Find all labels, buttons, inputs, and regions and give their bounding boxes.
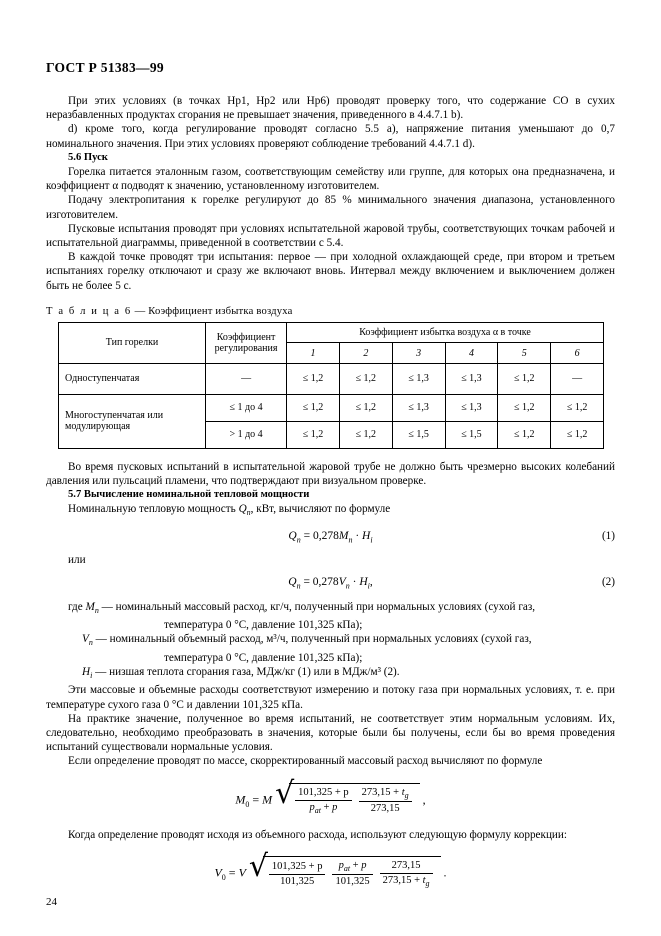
- fraction-numerator: 101,325 + p: [269, 861, 326, 875]
- table-cell-control-coefficient: > 1 до 4: [206, 421, 287, 448]
- formula-volume-radical: [248, 849, 441, 891]
- table-6-caption: [46, 306, 615, 317]
- paragraph-no-pressure-fluctuation: Во время пусковых испытаний в испытательной жаровой трубе не должно быть чрезмерно высоких колебаний давления или пульсаций пламени, что подтверждают при визуальном проверке.: [46, 460, 615, 488]
- page-number: 24: [46, 896, 57, 908]
- paragraph-item-d: d) кроме того, когда регулирование проводят согласно 5.5 a), напряжение питания уменьшают до 0,7 номинального значения. При этих условиях проверяют соблюдение требований 4.4.7.1 d).: [46, 123, 615, 150]
- fraction-denominator: $273,15 + t_g$: [382, 875, 430, 889]
- heading-5-6-start: 5.6 Пуск: [68, 151, 108, 163]
- symbol-H: H: [82, 665, 91, 678]
- table-cell-value: ≤ 1,3: [445, 394, 498, 421]
- definition-Mn-text: — номинальный массовый расход, кг/ч, полученный при нормальных условиях (сухой газ,: [98, 600, 536, 613]
- table-cell-value: ≤ 1,2: [551, 421, 604, 448]
- table-cell-value: ≤ 1,2: [498, 363, 551, 394]
- paragraph-nominal-heat-output-intro: [46, 502, 615, 520]
- table-header-point-6: 6: [551, 343, 604, 364]
- definition-intro-word: где: [68, 600, 86, 613]
- formula-2-number: (2): [601, 576, 615, 589]
- definition-Mn: [46, 600, 615, 618]
- table-row: [59, 363, 604, 394]
- symbol-V: V: [82, 633, 89, 646]
- formula-2: [46, 576, 615, 590]
- paragraph-conditions-check: При этих условиях (в точках Нр1, Нр2 или Нр6) проводят проверку того, что содержание СО в сухих неразбавленных продуктах сгорания не превышает значения, приведенного в 4.4.7.1 b).: [46, 95, 615, 122]
- formula-1-number: (1): [601, 529, 615, 542]
- paragraph-burner-reference-gas: [46, 165, 615, 193]
- heading-5-7-nominal-heat-output: 5.7 Вычисление номинальной тепловой мощности: [68, 489, 310, 501]
- fraction-denominator: $p_{аt} + p$: [309, 801, 338, 815]
- table-6-caption-label: Т а б л и ц а 6: [46, 305, 132, 317]
- table-cell-value: ≤ 1,5: [445, 421, 498, 448]
- table-header-point-1: 1: [287, 343, 340, 364]
- fraction-temperature-ratio: [380, 860, 433, 888]
- formula-volume-radicand: [263, 856, 441, 891]
- table-cell-value: ≤ 1,2: [287, 421, 340, 448]
- fraction-numerator: $273,15 + t_g$: [359, 787, 412, 802]
- symbol-H-subscript: i: [90, 671, 93, 681]
- symbol-M-subscript: n: [94, 605, 99, 615]
- paragraph-mass-correction-intro: Если определение проводят по массе, скорректированный массовый расход вычисляют по формуле: [68, 755, 543, 768]
- definition-Vn: [46, 632, 615, 650]
- paragraph-practice-conversion: На практике значение, полученное во время испытаний, не соответствует этим нормальным условиям. Их, следовательно, необходимо преобразовать в значения, которые были бы получены, если бы во время проведения испытаний существовали нормальные условия.: [46, 712, 615, 754]
- definition-Mn-continued: температура 0 °С, давление 101,325 кПа);: [164, 619, 363, 632]
- definition-Vn-continued: температура 0 °С, давление 101,325 кПа);: [164, 651, 363, 664]
- table-cell-value: ≤ 1,2: [339, 394, 392, 421]
- paragraph-volume-correction-intro: Когда определение проводят исходя из объемного расхода, используют следующую формулу коррекции:: [68, 828, 568, 841]
- formula-mass-lhs-sub: 0: [245, 799, 250, 809]
- table-header-point-2: 2: [339, 343, 392, 364]
- formula-1: [46, 530, 615, 544]
- formula-volume-eq: = V: [228, 865, 246, 880]
- table-cell-burner-type: Многоступенчатая или модулирующая: [59, 394, 206, 448]
- symbol-Q: Q: [238, 503, 247, 516]
- table-cell-burner-type: Одноступенчатая: [59, 363, 206, 394]
- fraction-denominator: 101,325: [335, 876, 370, 888]
- table-cell-value: ≤ 1,3: [392, 394, 445, 421]
- fraction-denominator: 101,325: [280, 875, 315, 887]
- table-cell-value: ≤ 1,3: [392, 363, 445, 394]
- paragraph-burner-reference-gas-text: Горелка питается эталонным газом, соответствующим семейству или группе, для которых она предназначена, и коэффициент α подводят к значению, установленному изготовителем.: [46, 166, 615, 193]
- paragraph-intro-suffix: , кВт, вычисляют по формуле: [250, 503, 391, 516]
- formula-volume-correction: [46, 849, 615, 891]
- definition-Hi-text: — низшая теплота сгорания газа, МДж/кг (1) или в МДж/м³ (2).: [92, 665, 400, 678]
- formula-mass-lhs: M: [235, 792, 246, 807]
- fraction-numerator: $p_{аt} + p$: [332, 860, 372, 875]
- table-6-caption-title: — Коэффициент избытка воздуха: [131, 305, 293, 317]
- symbol-V-subscript: n: [88, 638, 93, 648]
- paragraph-or: или: [68, 554, 86, 567]
- formula-2-expression: $Q_n = 0,278V_n \cdot H_i$,: [288, 576, 373, 591]
- table-cell-value: ≤ 1,2: [287, 394, 340, 421]
- fraction-pressure-ratio: [295, 787, 352, 815]
- formula-mass-eq: = M: [252, 792, 273, 807]
- formula-volume-lhs: V: [214, 865, 222, 880]
- table-cell-value: ≤ 1,2: [287, 363, 340, 394]
- table-cell-value: ≤ 1,2: [551, 394, 604, 421]
- table-cell-value: ≤ 1,5: [392, 421, 445, 448]
- fraction-pressure-ratio-1: [269, 861, 326, 888]
- symbol-Q-subscript: n: [246, 508, 251, 518]
- table-cell-value: ≤ 1,2: [498, 394, 551, 421]
- table-row: [59, 394, 604, 421]
- formula-volume-lhs-sub: 0: [221, 872, 226, 882]
- table-cell-value: ≤ 1,3: [445, 363, 498, 394]
- formula-mass-radicand: [289, 783, 420, 818]
- formula-1-expression: $Q_n = 0,278M_n \cdot H_i$: [288, 529, 373, 545]
- table-cell-value: ≤ 1,2: [339, 363, 392, 394]
- formula-mass-tail: ,: [422, 792, 426, 807]
- paragraph-intro-prefix: Номинальную тепловую мощность: [68, 503, 239, 516]
- table-header-point-3: 3: [392, 343, 445, 364]
- fraction-numerator: 273,15: [380, 860, 433, 874]
- paragraph-three-tests: В каждой точке проводят три испытания: первое — при холодной охлаждающей среде, при втором и третьем испытаниях горелку отключают и сразу же включают вновь. Интервал между включением и выключением должен быть не более 5 с.: [46, 251, 615, 292]
- definition-Vn-text: — номинальный объемный расход, м³/ч, полученный при нормальных условиях (сухой газ,: [92, 633, 532, 646]
- fraction-temperature-ratio: [359, 787, 412, 815]
- document-standard-header: ГОСТ Р 51383—99: [46, 60, 164, 75]
- paragraph-start-tests: Пусковые испытания проводят при условиях испытательной жаровой трубы, соответствующих точкам рабочей и испытательной диаграммы, приведенной в соответствии с 5.4.: [46, 222, 615, 250]
- table-cell-value: —: [551, 363, 604, 394]
- radical-sign-icon: √: [248, 849, 269, 885]
- definition-Hi: [46, 665, 615, 683]
- symbol-M: M: [85, 600, 95, 613]
- table-cell-control-coefficient: —: [206, 363, 287, 394]
- table-header-control-coefficient: Коэффициент регулирования: [206, 322, 287, 363]
- fraction-denominator: 273,15: [370, 802, 400, 814]
- table-cell-value: ≤ 1,2: [498, 421, 551, 448]
- table-cell-control-coefficient: ≤ 1 до 4: [206, 394, 287, 421]
- formula-variable-definitions: [46, 600, 615, 684]
- radical-sign-icon: √: [275, 775, 295, 811]
- table-header-point-4: 4: [445, 343, 498, 364]
- formula-volume-tail: .: [443, 865, 447, 880]
- formula-mass-radical: [275, 775, 420, 818]
- table-excess-air-coefficient: [58, 322, 604, 449]
- paragraph-normal-conditions: Эти массовые и объемные расходы соответствуют измерению и потоку газа при нормальных условиях, т. е. при температуре сухого газа 0 °С и давлении 101,325 кПа.: [46, 684, 615, 711]
- table-cell-value: ≤ 1,2: [339, 421, 392, 448]
- table-header-row-1: [59, 322, 604, 343]
- table-header-point-5: 5: [498, 343, 551, 364]
- fraction-numerator: 101,325 + p: [295, 787, 352, 801]
- formula-mass-correction: [46, 775, 615, 818]
- table-header-burner-type: Тип горелки: [59, 322, 206, 363]
- table-header-excess-air-group: Коэффициент избытка воздуха α в точке: [287, 322, 604, 343]
- paragraph-power-supply-85: Подачу электропитания к горелке регулируют до 85 % минимального значения диапазона, установленного изготовителем.: [46, 194, 615, 221]
- fraction-pressure-ratio-2: [332, 860, 372, 888]
